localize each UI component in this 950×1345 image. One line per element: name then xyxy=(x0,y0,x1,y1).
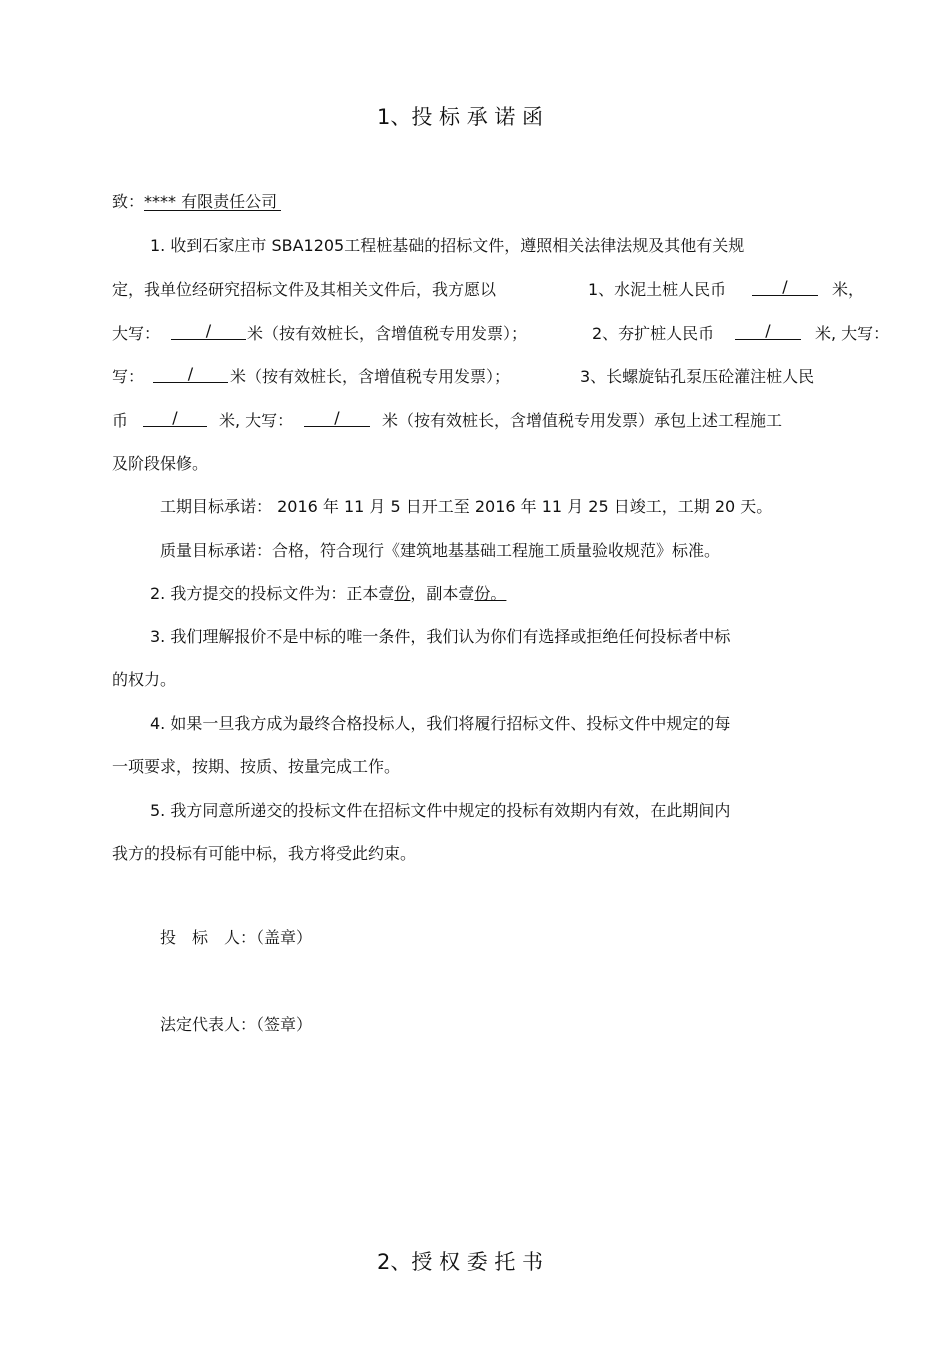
clause-1-line-1: 1. 收到石家庄市 SBA1205工程桩基础的招标文件，遵照相关法律法规及其他有关规 xyxy=(150,236,745,255)
section-2-title: 2、授 权 委 托 书 xyxy=(377,1250,544,1274)
blank-value: / xyxy=(171,323,246,340)
item-2-daxie-blank xyxy=(153,364,228,383)
blank-value: / xyxy=(735,323,801,340)
item-1-label: 1、水泥土桩人民币 xyxy=(588,280,727,299)
daxie-label-1: 大写： xyxy=(112,324,161,343)
clause-4-line-1: 4. 如果一旦我方成为最终合格投标人，我们将履行招标文件、投标文件中规定的每 xyxy=(150,714,731,733)
clause-2-text-a: 2. 我方提交的投标文件为：正本壹 xyxy=(150,584,395,603)
legal-representative-signature-line: 法定代表人：（签章） xyxy=(160,1015,313,1034)
item-3-price-blank xyxy=(143,408,207,427)
item-1-price-blank xyxy=(752,277,818,296)
addressee-company: **** 有限责任公司 xyxy=(144,194,281,211)
schedule-commitment: 工期目标承诺： 2016 年 11 月 5 日开工至 2016 年 11 月 25 日竣工，工期 20 天。 xyxy=(160,497,773,516)
item-2-unit: 米, 大写： xyxy=(815,324,890,343)
item-1-note: 米（按有效桩长，含增值税专用发票）； xyxy=(247,324,528,343)
duplicate-copy-unit: 份。 xyxy=(474,584,507,603)
blank-value: / xyxy=(153,366,228,383)
item-1-daxie-blank xyxy=(171,321,246,340)
clause-3-line-1: 3. 我们理解报价不是中标的唯一条件，我们认为你们有选择或拒绝任何投标者中标 xyxy=(150,627,731,646)
original-copy-unit: 份 xyxy=(394,584,411,603)
blank-value: / xyxy=(143,410,207,427)
item-2-label: 2、夯扩桩人民币 xyxy=(592,324,715,343)
blank-value: / xyxy=(304,410,370,427)
item-3-unit: 米, 大写： xyxy=(219,411,294,430)
clause-1-line-2-start: 定，我单位经研究招标文件及其相关文件后，我方愿以 xyxy=(112,280,497,299)
item-1-unit: 米， xyxy=(832,280,865,299)
item-3-note: 米（按有效桩长，含增值税专用发票）承包上述工程施工 xyxy=(382,411,783,430)
bidder-signature-line: 投 标 人：（盖章） xyxy=(160,928,313,947)
item-3-daxie-blank xyxy=(304,408,370,427)
clause-1-line-6: 及阶段保修。 xyxy=(112,454,209,473)
item-2-price-blank xyxy=(735,321,801,340)
bi-label: 币 xyxy=(112,411,129,430)
clause-5-line-1: 5. 我方同意所递交的投标文件在招标文件中规定的投标有效期内有效，在此期间内 xyxy=(150,801,731,820)
addressee-line xyxy=(112,189,281,212)
clause-2-text-b: ，副本壹 xyxy=(410,584,475,603)
item-2-note: 米（按有效桩长，含增值税专用发票）； xyxy=(230,367,511,386)
section-1-title: 1、投 标 承 诺 函 xyxy=(377,105,544,129)
clause-5-line-2: 我方的投标有可能中标，我方将受此约束。 xyxy=(112,844,417,863)
quality-commitment: 质量目标承诺：合格，符合现行《建筑地基基础工程施工质量验收规范》标准。 xyxy=(160,541,721,560)
item-3-label: 3、长螺旋钻孔泵压砼灌注桩人民 xyxy=(580,367,815,386)
addressee-prefix: 致： xyxy=(112,192,145,211)
xie-label: 写： xyxy=(112,367,145,386)
clause-2 xyxy=(150,581,506,604)
clause-4-line-2: 一项要求，按期、按质、按量完成工作。 xyxy=(112,757,401,776)
blank-value: / xyxy=(752,279,818,296)
clause-3-line-2: 的权力。 xyxy=(112,670,177,689)
